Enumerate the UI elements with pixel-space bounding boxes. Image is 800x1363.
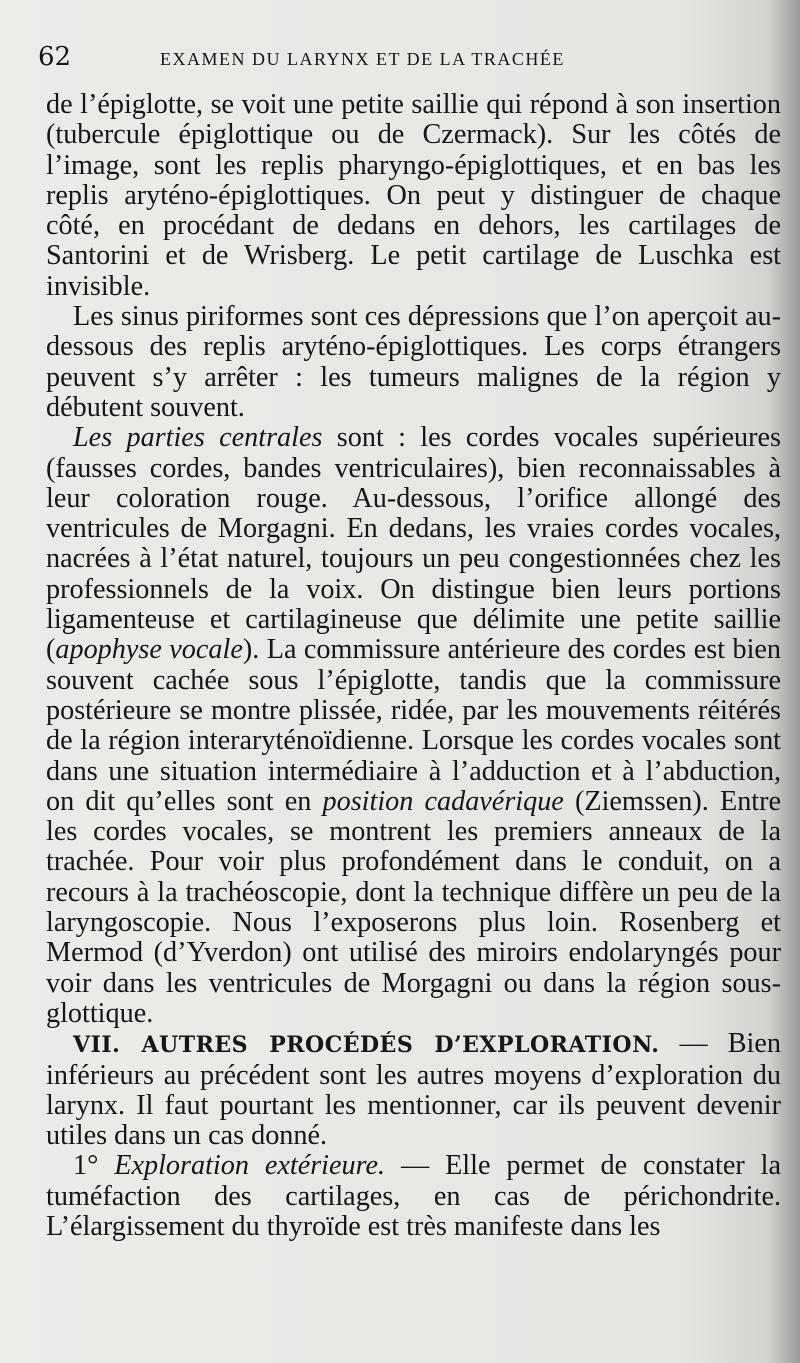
paragraph-3-italic-lead: Les parties centrales [73,422,323,454]
page-number: 62 [38,42,72,72]
paragraph-1-text: de l’épiglotte, se voit une petite saillie qui répond à son insertion (tubercule épiglottique ou de Czermack). Sur les côtés de l’image, sont les replis pharyngo-épiglottiques, et en bas les replis aryténo-épiglottiques. On peut y distinguer de chaque côté, en procédant de dedans en dehors, les cartilages de Santorini et de Wrisberg. Le petit cartilage de Luschka est invisible. [46,89,781,302]
paragraph-3 [46,423,781,1029]
paragraph-2-text: Les sinus piriformes sont ces dépressions que l’on aperçoit au-dessous des replis aryténo-épiglottiques. Les corps étrangers peuvent s’y arrêter : les tumeurs malignes de la région y débutent souvent. [46,301,781,423]
paragraph-4 [46,1029,781,1151]
body-text [46,90,781,1242]
paragraph-3-italic-term-2: position cadavérique [322,785,564,817]
paragraph-5 [46,1151,781,1242]
paragraph-1 [46,90,781,302]
paragraph-2 [46,302,781,423]
paragraph-4-text: — Bien inférieurs au précédent sont les autres moyens d’exploration du larynx. Il faut pourtant les mentionner, car ils peuvent devenir utiles dans un cas donné. [46,1028,781,1152]
paragraph-5-italic-lead: Exploration extérieure. [114,1150,386,1182]
paragraph-5-text: — Elle permet de constater la tuméfaction des cartilages, en cas de périchondrite. L’élargissement du thyroïde est très manifeste dans les [46,1150,781,1242]
paragraph-3-italic-term-1: apophyse vocale [55,634,243,666]
page-header [38,40,770,76]
running-title: EXAMEN DU LARYNX ET DE LA TRACHÉE [160,49,565,69]
paragraph-3-text-c: (Ziemssen). Entre les cordes vocales, se montrent les premiers anneaux de la trachée. Pour voir plus profondément dans le conduit, on a recours à la trachéoscopie, dont la technique diffère un peu de la laryngoscopie. Nous l’exposerons plus loin. Rosenberg et Mermod (d’Yverdon) ont utilisé des miroirs endolaryngés pour voir dans les ventricules de Morgagni ou dans la région sous-glottique. [46,785,782,1029]
paragraph-3-text-b: ). La commissure antérieure des cordes est bien souvent cachée sous l’épiglotte, tandis que la commissure postérieure se montre plissée, ridée, par les mouvements réitérés de la région interaryténoïdienne. Lorsque les cordes vocales sont dans une situation intermédiaire à l’adduction et à l’abduction, on dit qu’elles sont en [46,634,782,817]
item-number: 1° [73,1150,99,1182]
section-heading: VII. AUTRES PROCÉDÉS D’EXPLORATION. [73,1032,660,1059]
paragraph-3-text-a: sont : les cordes vocales supérieures (fausses cordes, bandes ventriculaires), bien reconnaissables à leur coloration rouge. Au-dessous, l’orifice allongé des ventricules de Morgagni. En dedans, les vraies cordes vocales, nacrées à l’état naturel, toujours un peu congestionnées chez les professionnels de la voix. On distingue bien leurs portions ligamenteuse et cartilagineuse que délimite une petite saillie ( [46,422,782,666]
